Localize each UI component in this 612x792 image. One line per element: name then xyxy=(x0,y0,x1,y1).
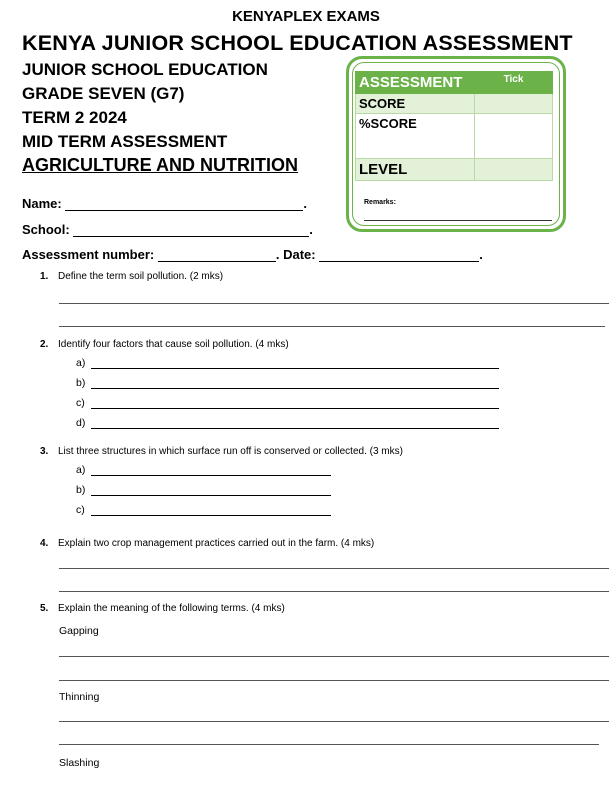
question-1 xyxy=(40,271,223,282)
answer-line[interactable] xyxy=(91,398,499,409)
term-label: Gapping xyxy=(59,625,99,637)
part-label: d) xyxy=(76,417,86,429)
answer-line[interactable] xyxy=(91,418,499,429)
score-value[interactable] xyxy=(475,114,553,159)
answer-part xyxy=(76,377,499,389)
header-line-3: TERM 2 2024 xyxy=(22,108,127,127)
score-value[interactable] xyxy=(475,94,553,114)
question-text: List three structures in which surface run off is conserved or collected. (3 mks) xyxy=(58,446,403,457)
date-input-line[interactable] xyxy=(319,249,479,262)
part-label: c) xyxy=(76,504,85,516)
question-3 xyxy=(40,446,403,457)
brand-title: KENYAPLEX EXAMS xyxy=(232,8,380,25)
answer-line[interactable] xyxy=(91,358,499,369)
score-table xyxy=(355,71,553,181)
name-label: Name: xyxy=(22,196,62,211)
score-row-score xyxy=(356,94,553,114)
answer-line[interactable] xyxy=(59,744,599,745)
answer-part xyxy=(76,504,331,516)
remarks-line[interactable] xyxy=(364,220,552,221)
part-label: a) xyxy=(76,357,86,369)
part-label: b) xyxy=(76,484,86,496)
answer-line[interactable] xyxy=(91,465,331,476)
answer-line[interactable] xyxy=(59,303,609,304)
school-field xyxy=(22,222,313,237)
part-label: a) xyxy=(76,464,86,476)
answer-line[interactable] xyxy=(91,378,499,389)
header-line-1: JUNIOR SCHOOL EDUCATION xyxy=(22,60,268,79)
answer-part xyxy=(76,357,499,369)
end-mark: . xyxy=(275,247,280,262)
score-label: %SCORE xyxy=(356,114,475,159)
answer-part xyxy=(76,484,331,496)
date-label: Date: xyxy=(283,247,316,262)
score-label: LEVEL xyxy=(356,159,475,181)
end-mark: . xyxy=(309,222,313,237)
answer-line[interactable] xyxy=(59,680,609,681)
answer-line[interactable] xyxy=(59,591,609,592)
end-mark: . xyxy=(479,247,483,262)
header-line-4: MID TERM ASSESSMENT xyxy=(22,132,228,151)
answer-line[interactable] xyxy=(59,326,605,327)
answer-part xyxy=(76,417,499,429)
score-row-percent xyxy=(356,114,553,159)
answer-part xyxy=(76,464,331,476)
school-input-line[interactable] xyxy=(73,224,309,237)
answer-line[interactable] xyxy=(91,485,331,496)
question-4 xyxy=(40,538,374,549)
score-row-level xyxy=(356,159,553,181)
header-line-2: GRADE SEVEN (G7) xyxy=(22,84,185,103)
question-number: 5. xyxy=(40,603,49,614)
subject-title: AGRICULTURE AND NUTRITION xyxy=(22,155,298,175)
question-5 xyxy=(40,603,285,614)
name-field xyxy=(22,196,307,211)
school-label: School: xyxy=(22,222,70,237)
exam-title: KENYA JUNIOR SCHOOL EDUCATION ASSESSMENT xyxy=(22,31,573,55)
end-mark: . xyxy=(303,196,307,211)
answer-line[interactable] xyxy=(91,505,331,516)
question-2 xyxy=(40,339,289,350)
question-number: 3. xyxy=(40,446,49,457)
name-input-line[interactable] xyxy=(65,198,303,211)
score-value[interactable] xyxy=(475,159,553,181)
question-text: Identify four factors that cause soil pollution. (4 mks) xyxy=(58,339,289,350)
term-label: Thinning xyxy=(59,691,100,703)
part-label: b) xyxy=(76,377,86,389)
question-number: 2. xyxy=(40,339,49,350)
question-number: 4. xyxy=(40,538,49,549)
part-label: c) xyxy=(76,397,85,409)
question-text: Explain the meaning of the following terms. (4 mks) xyxy=(58,603,285,614)
answer-line[interactable] xyxy=(59,656,609,657)
assessment-number-field xyxy=(22,247,483,262)
assessment-number-input-line[interactable] xyxy=(158,249,276,262)
score-label: SCORE xyxy=(356,94,475,114)
score-row-assessment xyxy=(356,72,553,94)
answer-line[interactable] xyxy=(59,568,609,569)
question-text: Define the term soil pollution. (2 mks) xyxy=(58,271,224,282)
answer-line[interactable] xyxy=(59,721,609,722)
score-box xyxy=(346,56,566,232)
term-label: Slashing xyxy=(59,757,100,769)
answer-part xyxy=(76,397,499,409)
score-value: Tick xyxy=(475,72,553,94)
question-text: Explain two crop management practices carried out in the farm. (4 mks) xyxy=(58,538,375,549)
score-label: ASSESSMENT xyxy=(356,72,475,94)
remarks-label: Remarks: xyxy=(364,199,396,206)
assessment-number-label: Assessment number: xyxy=(22,247,155,262)
question-number: 1. xyxy=(40,271,49,282)
